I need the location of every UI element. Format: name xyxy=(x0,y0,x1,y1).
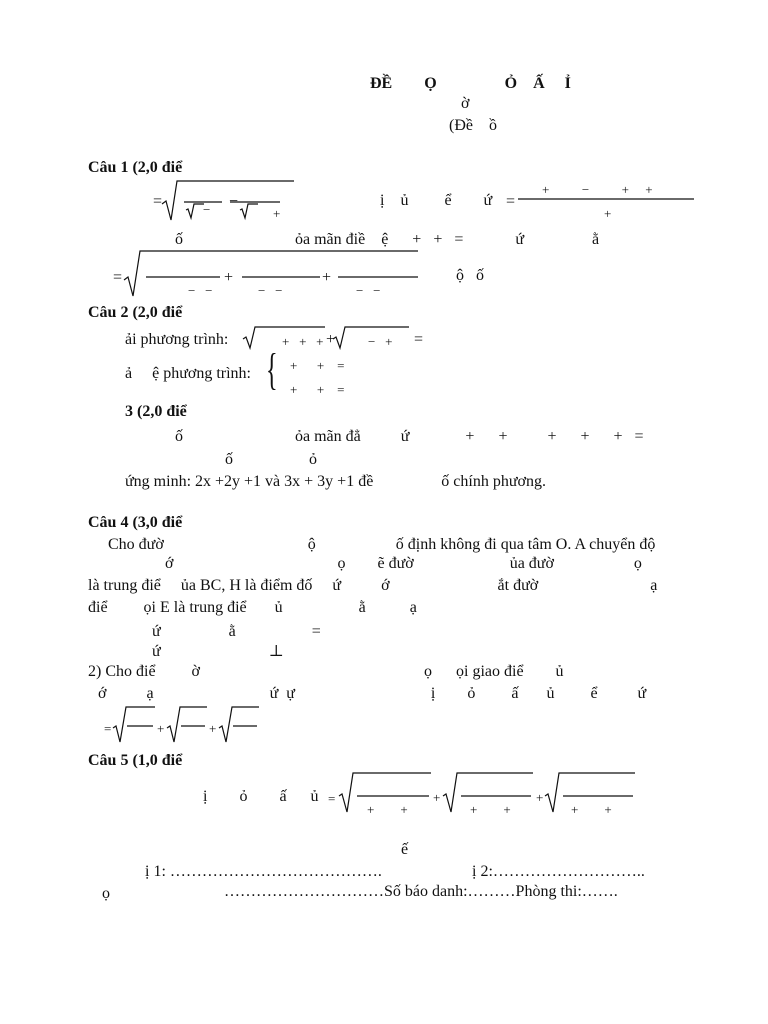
q1-text-3: ộ ố xyxy=(456,267,484,284)
q1-den-2: − − xyxy=(258,283,283,298)
q2-part2: ả ệ phương trình: xyxy=(125,365,251,382)
q1-expr2-eq: = xyxy=(113,269,123,286)
candidate-name-label: ọ xyxy=(102,885,110,902)
q1-plus-2: + xyxy=(322,269,332,286)
q4-heading: Câu 4 (3,0 điể xyxy=(88,514,183,531)
q4-line-5b: ứ ⊥ xyxy=(152,643,284,660)
q4-line-4: điể ọi E là trung điể ủ ằ ạ xyxy=(88,599,417,616)
q1-plus-1: + xyxy=(224,269,234,286)
q5-plus-2: + xyxy=(536,790,544,805)
q1-den-3: − − xyxy=(356,283,381,298)
q1-text-2: ố ỏa mãn điề ệ + + = ứ ằ xyxy=(175,231,600,248)
candidate-info: …………………………Số báo danh:………Phòng thi:……. xyxy=(224,883,618,900)
q4-line-6: 2) Cho điể ờ ọ ọi giao điể ủ xyxy=(88,663,564,680)
q1-text-1: ị ủ ể ứ xyxy=(380,192,493,209)
q2-plus: + xyxy=(326,331,336,348)
q4-line-7: ớ ạ ứ ự ị ỏ ấ ủ ể ứ xyxy=(98,685,647,702)
q1-heading: Câu 1 (2,0 điể xyxy=(88,159,183,176)
q5-heading: Câu 5 (1,0 điể xyxy=(88,752,183,769)
supervisor-2: ị 2:……………………….. xyxy=(472,863,645,880)
q1-denominator: + xyxy=(604,206,612,221)
supervisor-1: ị 1: …………………………………. xyxy=(145,863,382,880)
q2-sys-1: + + = xyxy=(290,358,345,373)
q3-heading: 3 (2,0 điể xyxy=(125,403,187,420)
exam-title: ĐỀ Ọ Ỏ Ấ Ỉ xyxy=(370,75,571,92)
q5-den-3: + + xyxy=(571,802,612,817)
q4-expr-eq: = xyxy=(104,721,112,736)
exam-subtitle: ờ xyxy=(461,95,470,112)
q4-line-1: Cho đườ ộ ố định không đi qua tâm O. A chuyển độ xyxy=(108,536,656,553)
q2-part1: ải phương trình: xyxy=(125,331,229,348)
q4-sqrts xyxy=(113,706,263,746)
q2-rad-1: + + + xyxy=(282,334,324,349)
q1-frac-a: − xyxy=(203,202,211,217)
q4-line-3: là trung điể ủa BC, H là điểm đố ứ ớ ắt đườ ạ xyxy=(88,577,658,594)
q5-eq: = xyxy=(328,791,336,806)
q1-frac-line xyxy=(518,198,698,202)
q5-den-1: + + xyxy=(367,802,408,817)
q2-rad-2: − + xyxy=(368,334,393,349)
exam-note: (Đề ồ xyxy=(449,117,497,134)
q4-line-5a: ứ ằ = xyxy=(152,623,321,640)
q1-den-1: − − xyxy=(188,283,213,298)
q2-eq: = xyxy=(414,331,424,348)
q4-plus-2: + xyxy=(209,721,217,736)
q4-line-2: ớ ọ ẽ đườ ủa đườ ọ xyxy=(165,555,642,572)
end-marker: ế xyxy=(401,841,409,858)
q2-heading: Câu 2 (2,0 điể xyxy=(88,304,183,321)
q1-minus: − xyxy=(229,193,239,210)
q3-line-3: ứng minh: 2x +2y +1 và 3x + 3y +1 đề ố chính phương. xyxy=(125,473,546,490)
q4-plus-1: + xyxy=(157,721,165,736)
q2-brace: { xyxy=(266,345,278,394)
q2-sys-2: + + = xyxy=(290,382,345,397)
q1-frac-b: + xyxy=(273,206,281,221)
q1-eq-2: = xyxy=(506,193,516,210)
q1-expr-eq: = xyxy=(153,193,163,210)
q5-plus-1: + xyxy=(433,790,441,805)
q5-den-2: + + xyxy=(470,802,511,817)
q3-line-1: ố ỏa mãn đẳ ứ + + + + + = xyxy=(175,428,644,445)
q1-numerator: + − + + xyxy=(542,182,653,197)
q5-text: ị ỏ ấ ủ xyxy=(203,788,319,805)
q3-line-2: ố ỏ xyxy=(225,451,317,468)
